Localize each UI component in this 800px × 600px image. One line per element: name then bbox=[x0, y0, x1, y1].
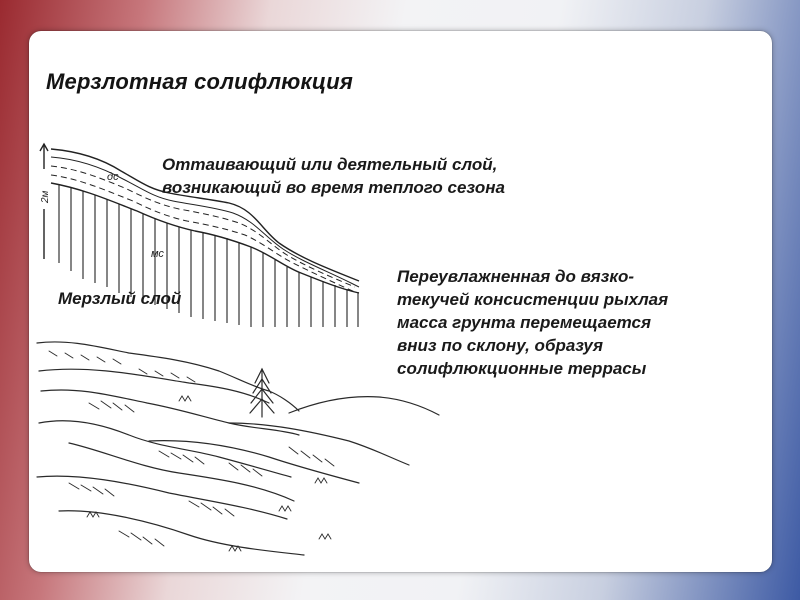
terrace-lobe-7 bbox=[149, 441, 359, 483]
terrace-lobe-8 bbox=[229, 423, 409, 465]
frozen-layer-mark: мс bbox=[151, 248, 164, 260]
depth-scale-label: 2м bbox=[40, 190, 51, 203]
terrace-lobe-3 bbox=[39, 421, 291, 477]
terrace-lobe-1 bbox=[39, 369, 269, 403]
terrace-lobe-5 bbox=[37, 476, 287, 519]
terrace-shading bbox=[49, 351, 334, 546]
solifluction-terraces-sketch bbox=[37, 342, 439, 555]
mountain-ridge bbox=[37, 342, 299, 411]
waterlogged-mass-label: Переувлажненная до вязко- текучей консистенции рыхлая масса грунта перемещается вниз по склону, образуя солифлюкционные террасы bbox=[397, 267, 669, 378]
active-layer-label: Оттаивающий или деятельный слой, возникающий во время теплого сезона bbox=[162, 155, 505, 197]
conifer-tree bbox=[250, 369, 274, 417]
frozen-layer-label: Мерзлый слой bbox=[58, 289, 182, 308]
slide-title: Мерзлотная солифлюкция bbox=[46, 69, 354, 94]
active-layer-mark: дс bbox=[107, 171, 119, 183]
grass-tufts bbox=[87, 396, 331, 551]
terrace-lobe-2 bbox=[41, 390, 299, 435]
terrace-lobe-6 bbox=[59, 511, 304, 555]
slide-card bbox=[29, 31, 772, 572]
far-hills bbox=[289, 397, 439, 415]
terrace-lobe-4 bbox=[69, 443, 294, 501]
